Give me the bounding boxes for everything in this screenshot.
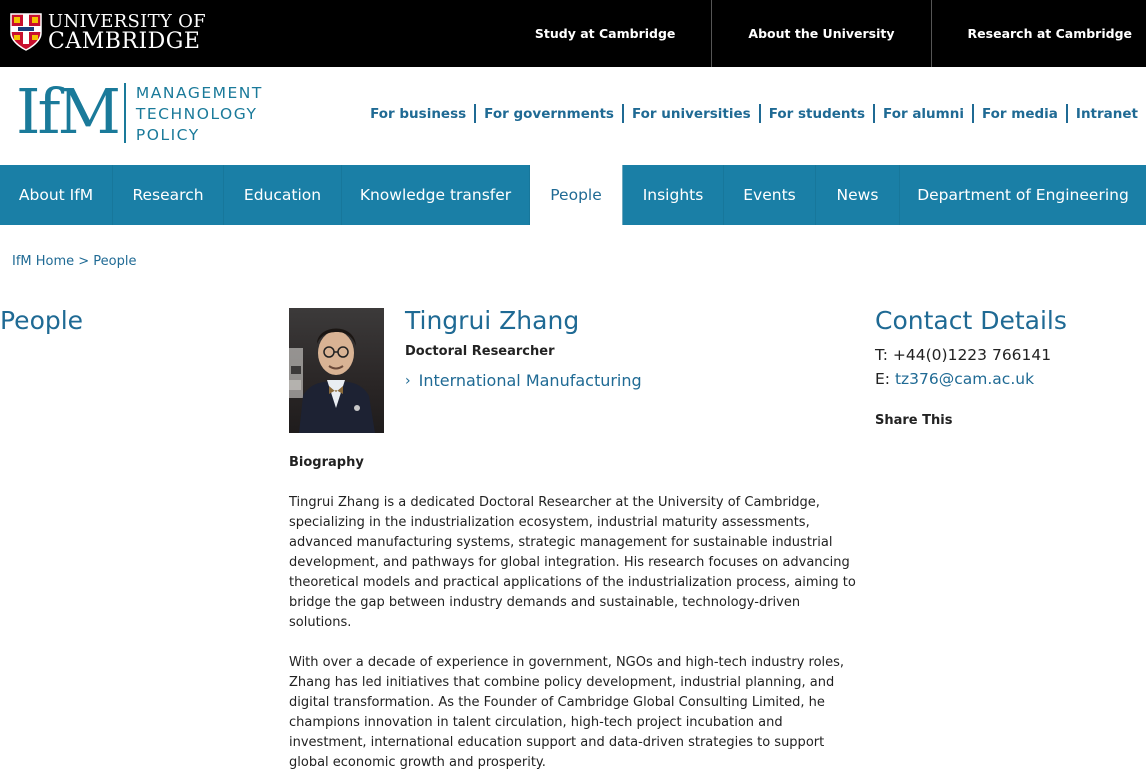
nav-events[interactable]: Events — [724, 165, 816, 225]
contact-phone: T: +44(0)1223 766141 — [875, 346, 1052, 364]
ifm-mark: IfM — [16, 75, 118, 148]
audience-divider — [972, 104, 974, 123]
share-this[interactable]: Share This — [875, 413, 953, 428]
study-at-cambridge-link[interactable]: Study at Cambridge — [534, 26, 676, 41]
for-alumni-link[interactable]: For alumni — [883, 105, 964, 122]
ifm-header — [0, 67, 1146, 165]
for-students-link[interactable]: For students — [768, 105, 866, 122]
for-business-link[interactable]: For business — [370, 105, 467, 122]
audience-divider — [759, 104, 761, 123]
cambridge-crest-icon — [10, 13, 42, 51]
ifm-tagline — [136, 81, 263, 146]
email-link[interactable]: tz376@cam.ac.uk — [894, 370, 1035, 388]
university-line1: UNIVERSITY OF — [48, 11, 206, 32]
person-portrait-icon — [289, 308, 384, 433]
profile-role: Doctoral Researcher — [405, 344, 555, 359]
university-line2: CAMBRIDGE — [48, 29, 201, 54]
for-governments-link[interactable]: For governments — [484, 105, 614, 122]
nav-knowledge-transfer[interactable]: Knowledge transfer — [342, 165, 530, 225]
audience-divider — [1066, 104, 1068, 123]
contact-email — [875, 370, 1034, 388]
breadcrumb[interactable]: IfM Home > People — [12, 254, 137, 269]
university-links — [499, 0, 1146, 67]
audience-divider — [474, 104, 476, 123]
biography-heading: Biography — [289, 455, 364, 470]
nav-news[interactable]: News — [816, 165, 900, 225]
ifm-tagline-management: MANAGEMENT — [135, 84, 263, 102]
contact-details-title: Contact Details — [875, 306, 1067, 335]
nav-about-ifm[interactable]: About IfM — [0, 165, 113, 225]
audience-divider — [873, 104, 875, 123]
audience-divider — [622, 104, 624, 123]
nav-research[interactable]: Research — [113, 165, 224, 225]
ifm-tagline-policy: POLICY — [135, 126, 200, 144]
nav-department-of-engineering[interactable]: Department of Engineering — [917, 186, 1129, 204]
about-the-university-link[interactable]: About the University — [711, 0, 930, 67]
research-group-label[interactable]: International Manufacturing — [418, 371, 642, 390]
university-logo[interactable] — [10, 12, 206, 52]
biography-paragraph-2: With over a decade of experience in government, NGOs and high-tech industry roles, Zhang has led initiatives that combine policy development, industrial planning, and digital transformation. As the Founder of Cambridge Global Consulting Limited, he champions innovation in talent circulation, high-tech project incubation and investment, international education support and data-driven strategies to support global economic growth and prosperity. — [289, 655, 845, 770]
section-title: People — [0, 306, 84, 335]
ifm-tagline-technology: TECHNOLOGY — [135, 105, 258, 123]
for-universities-link[interactable]: For universities — [631, 105, 751, 122]
chevron-right-icon: › — [405, 372, 411, 389]
nav-people[interactable]: People — [530, 165, 623, 225]
audience-links — [370, 104, 1138, 123]
for-media-link[interactable]: For media — [981, 105, 1058, 122]
nav-insights[interactable]: Insights — [623, 165, 724, 225]
intranet-link[interactable]: Intranet — [1075, 105, 1138, 122]
ifm-logo-divider — [124, 83, 126, 143]
profile-name: Tingrui Zhang — [405, 306, 580, 335]
research-group-link[interactable] — [405, 371, 642, 390]
ifm-logo[interactable] — [16, 75, 263, 148]
university-topbar — [0, 0, 1146, 67]
main-navigation — [0, 165, 1146, 225]
nav-education[interactable]: Education — [224, 165, 342, 225]
research-at-cambridge-link[interactable]: Research at Cambridge — [931, 0, 1146, 67]
profile-photo — [289, 308, 384, 433]
biography-paragraph-1: Tingrui Zhang is a dedicated Doctoral Researcher at the University of Cambridge, specializing in the industrialization ecosystem, industrial maturity assessments, advanced manufacturing systems, strategic management for sustainable industrial development, and pathways for global integration. His research focuses on advancing theoretical models and practical applications of the industrialization process, aiming to bridge the gap between industry demands and sustainable, technology-driven solutions. — [289, 495, 856, 630]
email-prefix: E: — [875, 370, 895, 388]
